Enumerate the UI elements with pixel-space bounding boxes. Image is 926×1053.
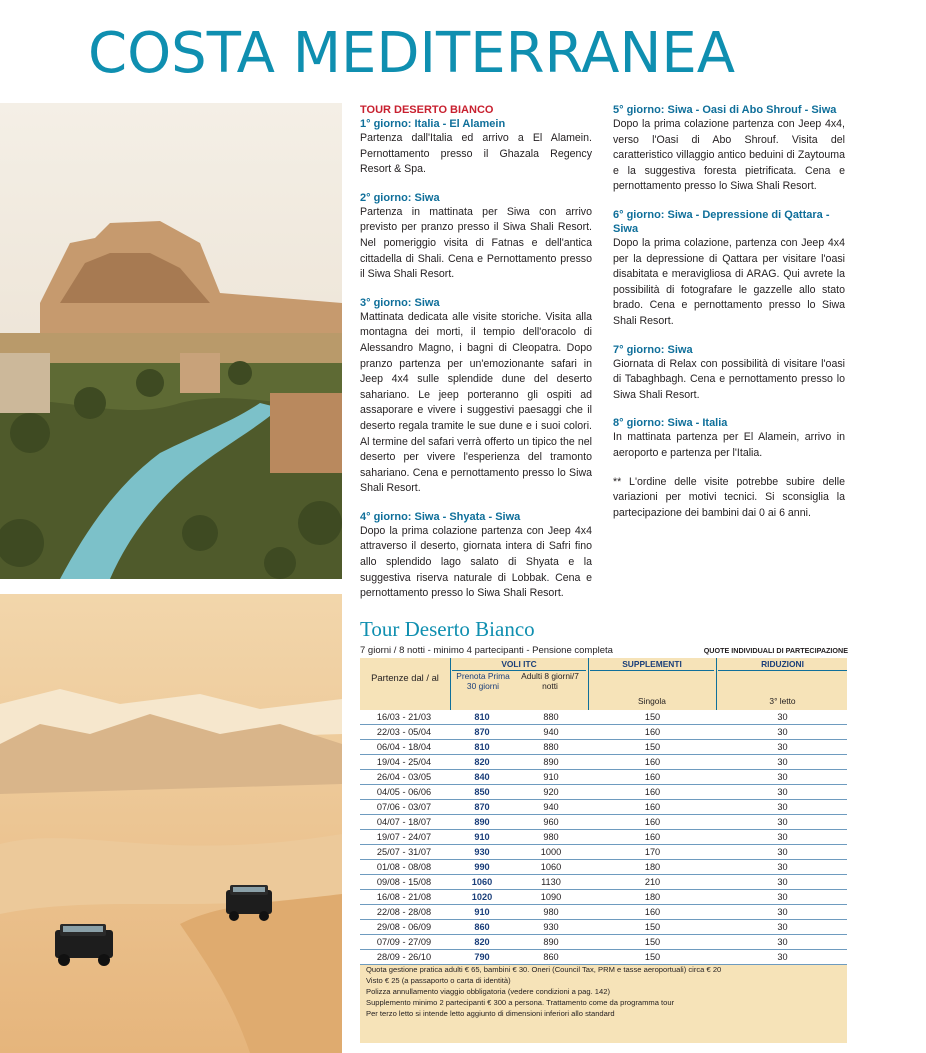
third-bed-reduction: 30 [777,817,788,827]
header-riduzioni: RIDUZIONI [761,659,804,669]
third-bed-reduction: 30 [777,892,788,902]
early-booking-price: 930 [474,847,490,857]
table-row [360,800,847,815]
adult-price: 930 [543,922,559,932]
day-heading: 8° giorno: Siwa - Italia [613,417,728,430]
table-row [360,860,847,875]
third-bed-reduction: 30 [777,922,788,932]
departure-dates: 25/07 - 31/07 [376,847,432,857]
table-row [360,785,847,800]
departure-dates: 26/04 - 03/05 [376,772,432,782]
departure-dates: 06/04 - 18/04 [376,742,432,752]
adult-price: 1130 [541,877,561,887]
early-booking-price: 870 [474,802,490,812]
price-note: Visto € 25 (a passaporto o carta di identità) [366,976,511,985]
departure-dates: 19/07 - 24/07 [376,832,432,842]
departure-dates: 04/07 - 18/07 [376,817,432,827]
departure-dates: 07/09 - 27/09 [376,937,432,947]
early-booking-price: 810 [474,712,490,722]
header-rule [590,670,714,671]
early-booking-price: 910 [474,832,490,842]
day-text: Dopo la prima colazione partenza con Jeep 4x4, verso l'Oasi di Abo Shrouf. Visita del caratteristico villaggio antico beduini di Zaytouma e la suggestiva foresta pietrificata. Cena e pernottamento presso lo Siwa Shali Resort. [613,118,845,193]
single-supplement: 160 [644,817,661,827]
table-row [360,830,847,845]
single-supplement: 160 [644,907,661,917]
adult-price: 880 [543,742,559,752]
third-bed-reduction: 30 [777,802,788,812]
table-row [360,920,847,935]
early-booking-price: 910 [474,907,490,917]
day-heading: 7° giorno: Siwa [613,343,693,356]
single-supplement: 150 [644,712,661,722]
price-note: Supplemento minimo 2 partecipanti € 300 a persona. Trattamento come da programma tour [366,998,675,1007]
quote-label: QUOTE INDIVIDUALI DI PARTECIPAZIONE [703,646,848,655]
early-booking-price: 840 [474,772,490,782]
desert-jeeps-photo [0,594,342,1053]
day-text: Partenza dall'Italia ed arrivo a El Alamein. Pernottamento presso il Ghazala Regency Resort & Spa. [360,132,592,176]
third-bed-reduction: 30 [777,712,788,722]
adult-price: 890 [543,757,559,767]
column-divider [588,658,589,710]
early-booking-price: 790 [474,952,490,962]
departure-dates: 22/03 - 05/04 [376,727,432,737]
departure-dates: 29/08 - 06/09 [376,922,432,932]
price-rows [360,710,847,965]
day-heading: 4° giorno: Siwa - Shyata - Siwa [360,510,521,523]
itinerary-note: ** L'ordine delle visite potrebbe subire delle variazioni per motivi tecnici. Si sconsiglia la partecipazione dei bambini dai 0 ai 6 anni. [613,475,845,519]
day-heading: 1° giorno: Italia - El Alamein [360,118,506,130]
oasis-photo [0,103,342,579]
adult-price: 860 [543,952,559,962]
price-table-subtitle: 7 giorni / 8 notti - minimo 4 partecipanti - Pensione completa [360,645,613,656]
table-row [360,890,847,905]
day-6 [613,208,845,330]
third-bed-reduction: 30 [777,787,788,797]
adult-price: 880 [543,712,559,722]
departure-dates: 04/05 - 06/06 [376,787,432,797]
table-row [360,950,847,965]
day-text: Dopo la prima colazione, partenza con Jeep 4x4 per la depressione di Qattara per visitare l'oasi disabitata e meravigliosa di ARAG. Qui avrete la possibilità di fotografare le gazzelle allo stato brado. Cena e pernottamento presso lo Siwa Shali Resort. [613,236,845,327]
single-supplement: 180 [644,892,661,902]
day-2 [360,191,592,283]
early-booking-price: 890 [474,817,490,827]
early-booking-price: 860 [474,922,490,932]
single-supplement: 210 [644,877,661,887]
day-text: In mattinata partenza per El Alamein, arrivo in aeroporto e partenza per l'Italia. [613,431,845,459]
column-divider [450,658,451,710]
table-row [360,815,847,830]
table-row [360,725,847,740]
third-bed-reduction: 30 [777,952,788,962]
table-row [360,770,847,785]
day-text: Partenza in mattinata per Siwa con arrivo previsto per pranzo presso il Siwa Shali Resort. Nel pomeriggio visita di Fatnas e dell'antica cittadella di Shali. Cena e Pernottamento presso il Siwa Shali Resort. [360,205,592,281]
table-row [360,755,847,770]
early-booking-price: 1060 [471,877,493,887]
single-supplement: 160 [644,802,661,812]
day-text: Dopo la prima colazione partenza con Jeep 4x4 attraverso il deserto, giornata intera di Safri fino allo splendido lago salato di Shyata e la suggestiva riserva naturale di Lobbak. Cena e pernottamento presso lo Siwa Shali Resort. [360,524,592,600]
adult-price: 1000 [540,847,562,857]
single-supplement: 150 [644,952,661,962]
price-note: Polizza annullamento viaggio obbligatoria (vedere condizioni a pag. 142) [366,987,611,996]
itinerary-right-column [613,103,845,521]
column-divider [716,658,717,710]
header-early: Prenota Prima 30 giorni [456,671,510,691]
itinerary-left-column [360,103,592,615]
departure-dates: 16/08 - 21/08 [376,892,432,902]
header-dates: Partenze dal / al [371,672,439,683]
single-supplement: 160 [644,787,661,797]
early-booking-price: 1020 [471,892,493,902]
day-heading: 3° giorno: Siwa [360,296,440,309]
day-text: Giornata di Relax con possibilità di visitare l'oasi di Tabaghbagh. Cena e pernottamento presso lo Siwa Shali Resort. [613,357,845,401]
adult-price: 910 [543,772,559,782]
early-booking-price: 820 [474,757,490,767]
table-row [360,905,847,920]
day-heading: 5° giorno: Siwa - Oasi di Abo Shrouf - Siwa [613,104,837,116]
day-5 [613,103,845,195]
third-bed-reduction: 30 [777,862,788,872]
third-bed-reduction: 30 [777,727,788,737]
table-row [360,740,847,755]
adult-price: 1090 [540,892,562,902]
early-booking-price: 870 [474,727,490,737]
third-bed-reduction: 30 [777,937,788,947]
departure-dates: 28/09 - 26/10 [376,952,432,962]
single-supplement: 160 [644,727,661,737]
price-table [360,658,847,1043]
header-supplementi: SUPPLEMENTI [622,659,682,669]
day-heading: 6° giorno: Siwa - Depressione di Qattara - Siwa [613,208,830,235]
adult-price: 1060 [540,862,562,872]
third-bed-reduction: 30 [777,847,788,857]
single-supplement: 160 [644,832,661,842]
single-supplement: 160 [644,772,661,782]
price-note: Per terzo letto si intende letto aggiunto di dimensioni inferiori allo standard [366,1009,615,1018]
day-heading: 2° giorno: Siwa [360,191,440,204]
adult-price: 920 [543,787,559,797]
header-rule [718,670,847,671]
tour-tag: TOUR DESERTO BIANCO [360,104,494,116]
header-single: Singola [638,696,666,706]
header-third: 3° letto [769,696,796,706]
single-supplement: 150 [644,922,661,932]
third-bed-reduction: 30 [777,832,788,842]
adult-price: 960 [543,817,559,827]
early-booking-price: 810 [474,742,490,752]
price-note: Quota gestione pratica adulti € 65, bambini € 30. Oneri (Council Tax, PRM e tasse aeroportuali) circa € 20 [366,965,722,974]
departure-dates: 09/08 - 15/08 [376,877,432,887]
single-supplement: 160 [644,757,661,767]
table-row [360,935,847,950]
third-bed-reduction: 30 [777,742,788,752]
adult-price: 980 [543,832,559,842]
header-voli-itc: VOLI ITC [501,659,537,669]
page-title: COSTA MEDITERRANEA [88,21,736,86]
header-adults: Adulti 8 giorni/7 notti [521,671,579,691]
day-1 [360,117,592,178]
departure-dates: 22/08 - 28/08 [376,907,432,917]
adult-price: 940 [543,802,559,812]
early-booking-price: 990 [474,862,490,872]
table-row [360,710,847,725]
table-row [360,845,847,860]
single-supplement: 150 [644,937,661,947]
early-booking-price: 850 [474,787,490,797]
price-notes [366,964,844,1019]
day-7 [613,343,845,404]
day-8 [613,416,845,461]
third-bed-reduction: 30 [777,877,788,887]
departure-dates: 19/04 - 25/04 [376,757,432,767]
day-4 [360,510,592,602]
day-text: Mattinata dedicata alle visite storiche. Visita alla montagna dei morti, il tempio dell'oracolo di Alessandro Magno, i bagni di Cleopatra. Dopo pranzo partenza per un'emozionante safari in Jeep 4x4 sulle splendide dune del deserto sahariano. Le jeep porteranno gli ospiti ad assaporare e vivere i suggestivi paesaggi che il deserto regala tramite le sue dune e i suoi colori. Al termine del safari verrà offerto un tipico the nel deserto per vivere l'esperienza del tramonto sahariano. Cena e pernottamento presso lo Siwa Shali Resort. [360,310,592,495]
single-supplement: 150 [644,742,661,752]
third-bed-reduction: 30 [777,757,788,767]
third-bed-reduction: 30 [777,772,788,782]
departure-dates: 07/06 - 03/07 [376,802,432,812]
single-supplement: 180 [644,862,661,872]
third-bed-reduction: 30 [777,907,788,917]
table-row [360,875,847,890]
departure-dates: 01/08 - 08/08 [376,862,432,872]
early-booking-price: 820 [474,937,490,947]
day-3 [360,296,592,497]
single-supplement: 170 [644,847,661,857]
adult-price: 890 [543,937,559,947]
departure-dates: 16/03 - 21/03 [376,712,432,722]
price-table-title: Tour Deserto Bianco [360,617,535,641]
adult-price: 980 [543,907,559,917]
adult-price: 940 [543,727,559,737]
